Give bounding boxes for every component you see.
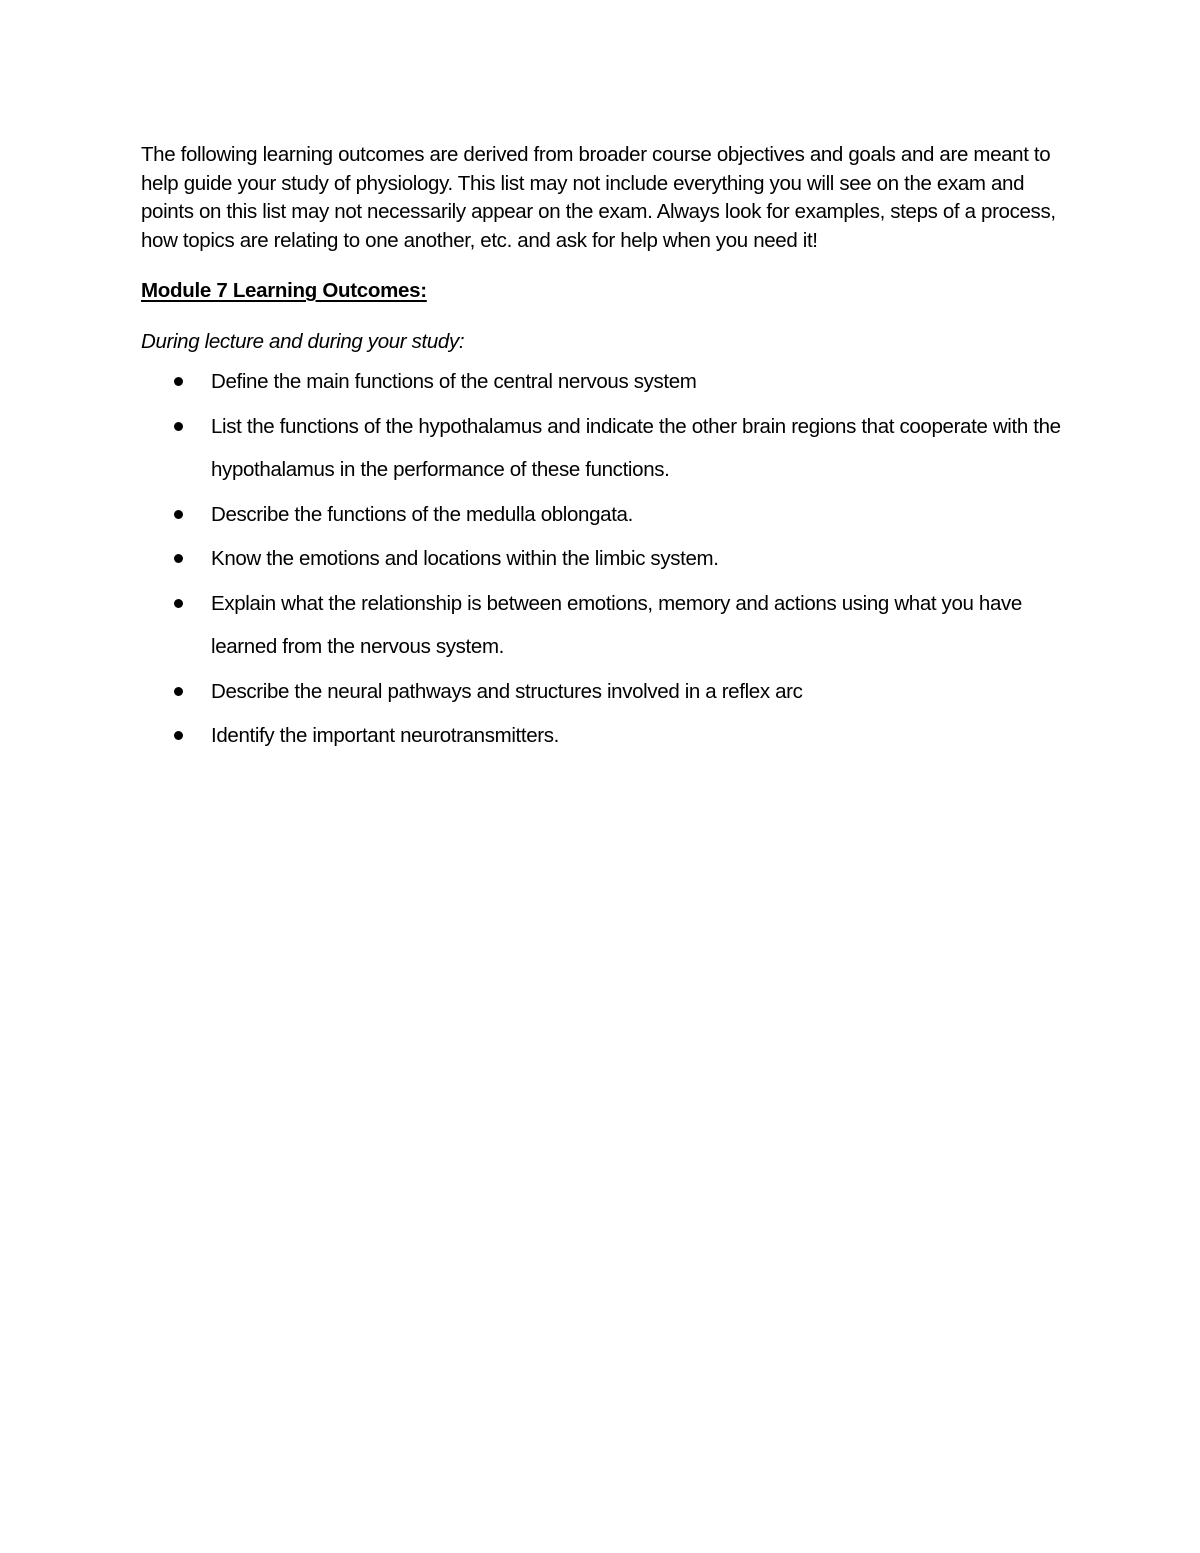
list-item xyxy=(141,405,1071,492)
bullet-icon xyxy=(174,554,183,563)
outcome-text: Explain what the relationship is between emotions, memory and actions using what you have learned from the nervous system. xyxy=(211,591,1022,659)
outcome-text: Identify the important neurotransmitters. xyxy=(211,724,559,748)
outcome-text: List the functions of the hypothalamus and indicate the other brain regions that cooperate with the hypothalamus in the performance of these functions. xyxy=(211,414,1061,482)
list-item xyxy=(141,582,1071,669)
bullet-icon xyxy=(174,731,183,740)
list-item xyxy=(141,537,1071,581)
module-heading: Module 7 Learning Outcomes: xyxy=(141,279,427,303)
outcome-text: Know the emotions and locations within the limbic system. xyxy=(211,547,719,571)
study-intro: During lecture and during your study: xyxy=(141,330,465,354)
list-item xyxy=(141,714,1071,758)
list-item xyxy=(141,493,1071,537)
bullet-icon xyxy=(174,422,183,431)
bullet-icon xyxy=(174,510,183,519)
bullet-icon xyxy=(174,599,183,608)
bullet-icon xyxy=(174,377,183,386)
outcome-text: Describe the functions of the medulla oblongata. xyxy=(211,502,633,526)
outcome-text: Describe the neural pathways and structures involved in a reflex arc xyxy=(211,679,803,703)
learning-outcomes-list xyxy=(141,360,1071,758)
document-body xyxy=(141,141,1071,759)
list-item xyxy=(141,670,1071,714)
list-item xyxy=(141,360,1071,404)
intro-paragraph: The following learning outcomes are derived from broader course objectives and goals and are meant to help guide your study of physiology. This list may not include everything you will see on the exam and points on this list may not necessarily appear on the exam. Always look for examples, steps of a process, how topics are relating to one another, etc. and ask for help when you need it! xyxy=(141,143,1056,252)
outcome-text: Define the main functions of the central nervous system xyxy=(211,370,697,394)
bullet-icon xyxy=(174,687,183,696)
